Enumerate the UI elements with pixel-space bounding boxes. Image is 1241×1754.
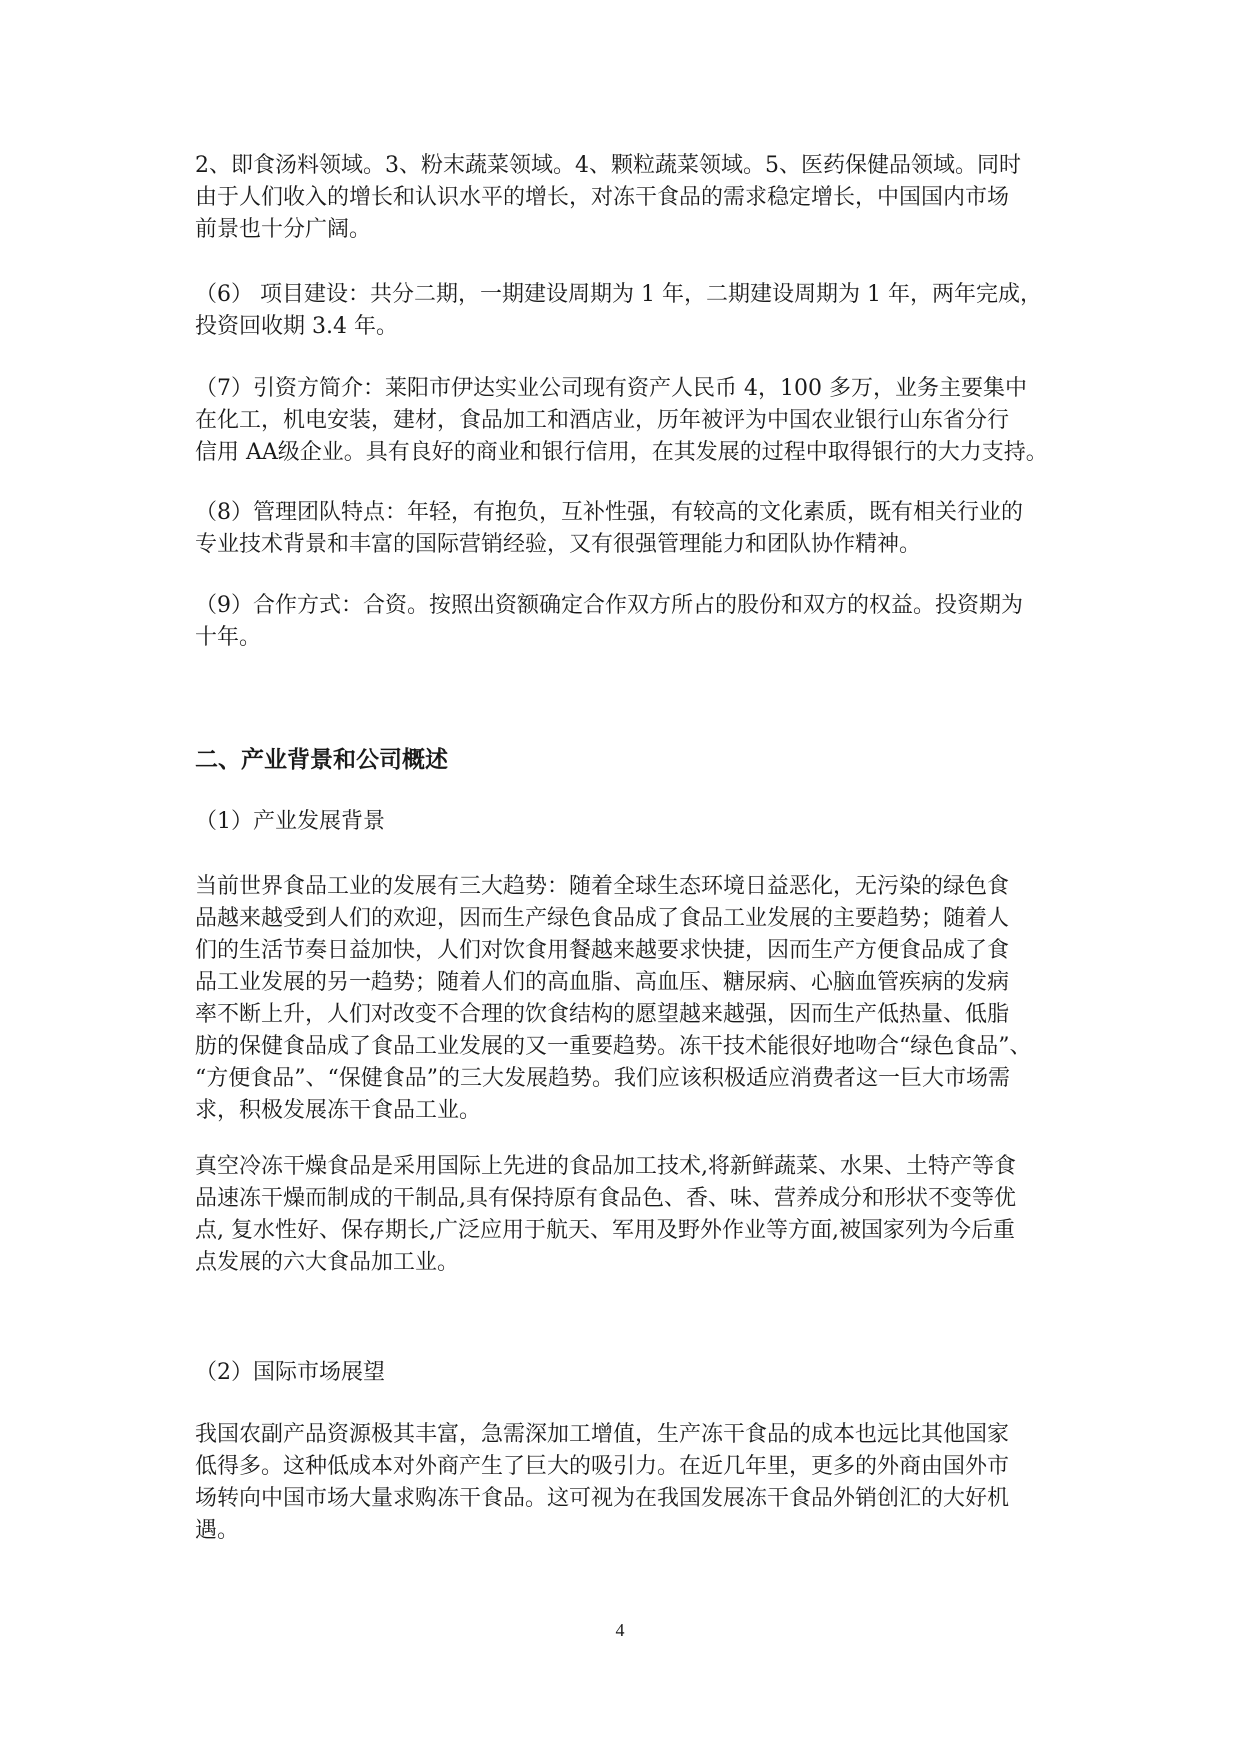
text-line: 投资回收期 3.4 年。 [195, 314, 398, 339]
text-line: 求，积极发展冻干食品工业。 [195, 1098, 482, 1123]
text-line: （9）合作方式：合资。按照出资额确定合作双方所占的股份和双方的权益。投资期为 [195, 593, 1023, 618]
paragraph-vacuum-freeze-drying [195, 1151, 1127, 1279]
paragraph-industry-trends [195, 871, 1127, 1127]
text-line: 由于人们收入的增长和认识水平的增长，对冻干食品的需求稳定增长，中国国内市场 [195, 185, 1010, 210]
paragraph-management-team [195, 497, 1127, 561]
text-line: （6） 项目建设：共分二期，一期建设周期为 1 年，二期建设周期为 1 年，两年完成， [195, 282, 1042, 307]
text-line: 专业技术背景和丰富的国际营销经验，又有很强管理能力和团队协作精神。 [195, 532, 922, 557]
text-line: 们的生活节奏日益加快，人们对饮食用餐越来越要求快捷，因而生产方便食品成了食 [195, 938, 1010, 963]
paragraph-market-fields [195, 150, 1127, 246]
text-line: 前景也十分广阔。 [195, 217, 372, 242]
text-line: 品越来越受到人们的欢迎，因而生产绿色食品成了食品工业发展的主要趋势；随着人 [195, 906, 1010, 931]
paragraph-investor-intro [195, 373, 1127, 469]
text-line: 2、即食汤料领域。3、粉末蔬菜领域。4、颗粒蔬菜领域。5、医药保健品领域。同时 [195, 153, 1021, 178]
text-line: 真空冷冻干燥食品是采用国际上先进的食品加工技术,将新鲜蔬菜、水果、土特产等食 [195, 1154, 1016, 1179]
text-line: 场转向中国市场大量求购冻干食品。这可视为在我国发展冻干食品外销创汇的大好机 [195, 1486, 1010, 1511]
text-line: 遇。 [195, 1518, 240, 1543]
text-line: “方便食品”、“保健食品”的三大发展趋势。我们应该积极适应消费者这一巨大市场需 [195, 1066, 1010, 1091]
paragraph-cooperation-mode [195, 590, 1127, 654]
page-number: 4 [615, 1620, 625, 1640]
text-line: 率不断上升，人们对改变不合理的饮食结构的愿望越来越强，因而生产低热量、低脂 [195, 1002, 1010, 1027]
text-line: 低得多。这种低成本对外商产生了巨大的吸引力。在近几年里，更多的外商由国外市 [195, 1454, 1010, 1479]
text-line: 点, 复水性好、保存期长,广泛应用于航天、军用及野外作业等方面,被国家列为今后重 [195, 1218, 1015, 1243]
text-line: 当前世界食品工业的发展有三大趋势：随着全球生态环境日益恶化，无污染的绿色食 [195, 874, 1010, 899]
text-line: （8）管理团队特点：年轻，有抱负，互补性强，有较高的文化素质，既有相关行业的 [195, 500, 1023, 525]
text-line: （7）引资方简介：莱阳市伊达实业公司现有资产人民币 4，100 多万，业务主要集中 [195, 376, 1027, 401]
text-line: 品工业发展的另一趋势；随着人们的高血脂、高血压、糖尿病、心脑血管疾病的发病 [195, 970, 1010, 995]
text-line: 肪的保健食品成了食品工业发展的又一重要趋势。冻干技术能很好地吻合“绿色食品”、 [195, 1034, 1032, 1059]
subsection-title-industry-background: （1）产业发展背景 [195, 809, 385, 834]
text-line: 信用 AA级企业。具有良好的商业和银行信用，在其发展的过程中取得银行的大力支持。 [195, 440, 1048, 465]
paragraph-project-construction [195, 279, 1127, 343]
paragraph-international-outlook [195, 1419, 1127, 1547]
text-line: 我国农副产品资源极其丰富，急需深加工增值，生产冻干食品的成本也远比其他国家 [195, 1422, 1010, 1447]
subsection-title-international-market: （2）国际市场展望 [195, 1360, 385, 1385]
text-line: 品速冻干燥而制成的干制品,具有保持原有食品色、香、味、营养成分和形状不变等优 [195, 1186, 1016, 1211]
text-line: 十年。 [195, 625, 262, 650]
section-heading: 二、产业背景和公司概述 [195, 747, 448, 773]
text-line: 在化工，机电安装，建材，食品加工和酒店业，历年被评为中国农业银行山东省分行 [195, 408, 1010, 433]
text-line: 点发展的六大食品加工业。 [195, 1250, 460, 1275]
